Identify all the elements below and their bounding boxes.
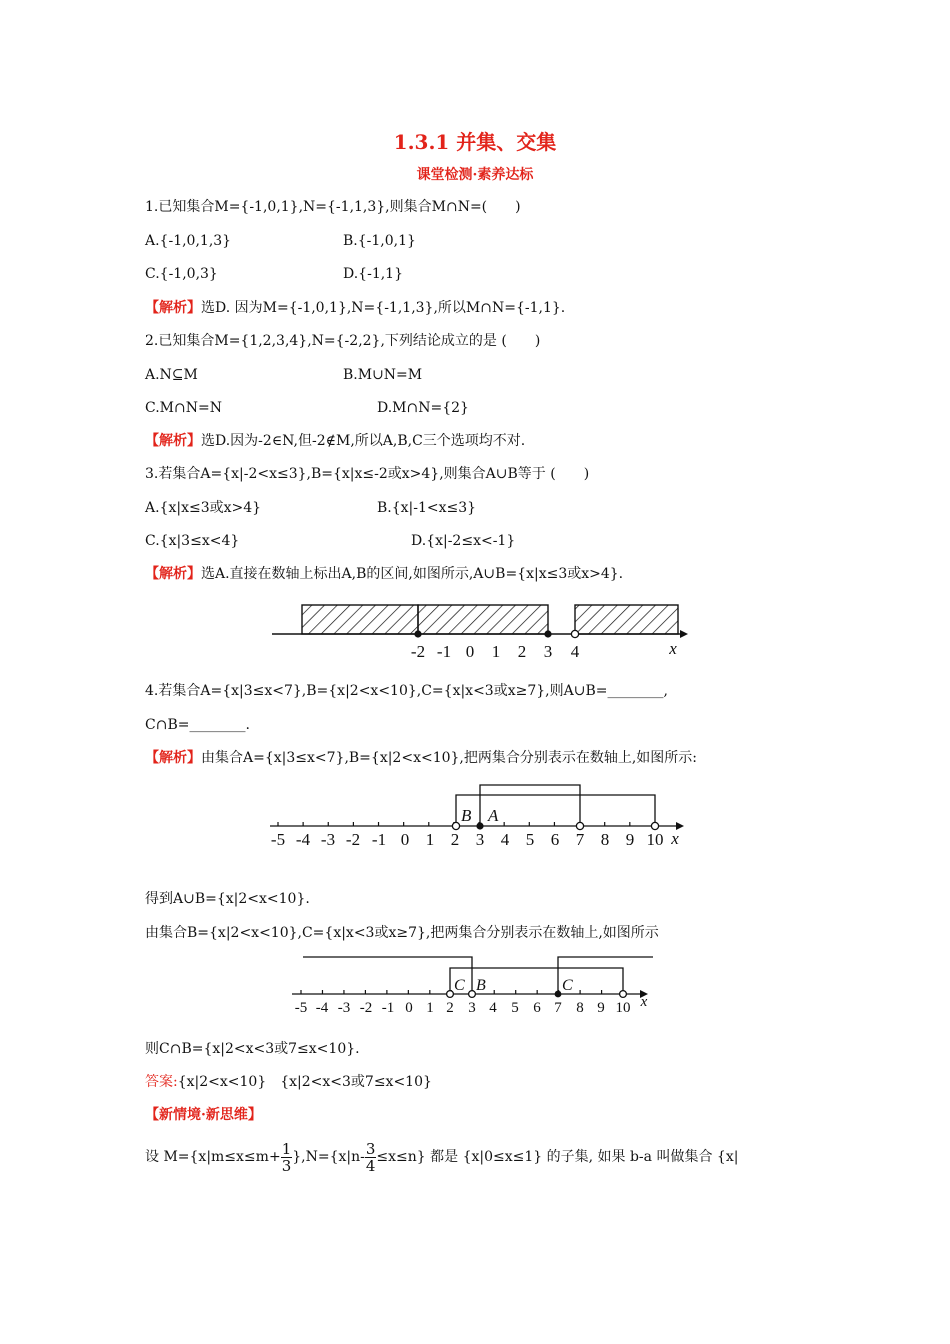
tick-label: -2	[359, 1000, 373, 1016]
q3-option-a: A.{x|x≤3或x>4}	[145, 500, 262, 516]
tick-label: -4	[315, 1000, 329, 1016]
tick-label: 9	[597, 1000, 605, 1016]
question-4-stem-line-1: 4.若集合A={x|3≤x<7},B={x|2<x<10},C={x|x<3或x≥7},则A∪B=________,	[145, 683, 668, 699]
new-section-text-a: 设 M={x|m≤x≤m+	[145, 1149, 281, 1165]
tick-label: -5	[270, 830, 286, 849]
tick-label: 0	[405, 1000, 413, 1016]
q2-option-b: B.M∪N=M	[343, 367, 423, 383]
analysis-tag: 【解析】	[145, 566, 201, 582]
tick-label: 6	[550, 830, 560, 849]
tick-label: -3	[337, 1000, 351, 1016]
tick-label: 10	[646, 830, 664, 849]
q2-option-d: D.M∩N={2}	[377, 400, 469, 416]
tick-label: 2	[446, 1000, 454, 1016]
q1-option-d: D.{-1,1}	[343, 266, 403, 282]
analysis-tag: 【解析】	[145, 750, 201, 766]
question-2-stem: 2.已知集合M={1,2,3,4},N={-2,2},下列结论成立的是 ( )	[145, 333, 541, 349]
fraction-numerator: 1	[281, 1139, 292, 1158]
q2-analysis-text: 选D.因为-2∈N,但-2∉M,所以A,B,C三个选项均不对.	[201, 433, 526, 449]
tick-label: 10	[615, 1000, 631, 1016]
q1-option-b: B.{-1,0,1}	[343, 233, 416, 249]
interval-label-c: C	[562, 977, 573, 994]
tick-label: 6	[533, 1000, 541, 1016]
interval-label-a: A	[488, 806, 499, 825]
q4-analysis-text-1: 由集合A={x|3≤x<7},B={x|2<x<10},把两集合分别表示在数轴上,如图所示:	[201, 750, 698, 766]
open-point	[447, 991, 454, 998]
open-point	[469, 991, 476, 998]
question-3-stem: 3.若集合A={x|-2<x≤3},B={x|x≤-2或x>4},则集合A∪B等于 ( )	[145, 466, 590, 482]
q1-option-c: C.{-1,0,3}	[145, 266, 218, 282]
tick-label: -1	[371, 830, 387, 849]
tick-label: 8	[576, 1000, 584, 1016]
tick-label: 9	[625, 830, 635, 849]
tick-label: -2	[345, 830, 361, 849]
tick-label: 1	[425, 830, 435, 849]
page-title: 1.3.1 并集、交集	[393, 130, 557, 154]
q3-option-d: D.{x|-2≤x<-1}	[411, 533, 516, 549]
tick-label: 2	[450, 830, 460, 849]
q2-option-c: C.M∩N=N	[145, 400, 222, 416]
fraction-three-quarters	[365, 1141, 377, 1174]
q1-analysis-text: 选D. 因为M={-1,0,1},N={-1,1,3},所以M∩N={-1,1}.	[201, 300, 566, 316]
tick-label: 7	[554, 1000, 562, 1016]
tick-label: 8	[600, 830, 610, 849]
solid-point	[555, 991, 562, 998]
q3-option-b: B.{x|-1<x≤3}	[377, 500, 477, 516]
interval-label-b: B	[461, 806, 472, 825]
new-section-text-b: },N={x|n-	[292, 1149, 365, 1165]
tick-label: -1	[381, 1000, 395, 1016]
new-section-text-c: ≤x≤n} 都是 {x|0≤x≤1} 的子集, 如果 b-a 叫做集合 {x|	[376, 1149, 739, 1165]
interval-label-b: B	[476, 977, 486, 994]
tick-label: 5	[525, 830, 535, 849]
question-1-stem: 1.已知集合M={-1,0,1},N={-1,1,3},则集合M∩N=( )	[145, 199, 521, 215]
q4-result-2: 则C∩B={x|2<x<3或7≤x<10}.	[145, 1041, 360, 1057]
tick-label: -2	[410, 642, 426, 661]
q2-option-a: A.N⊆M	[145, 367, 198, 383]
q3-option-c: C.{x|3≤x<4}	[145, 533, 240, 549]
tick-label: 4	[500, 830, 510, 849]
fraction-one-third	[281, 1141, 293, 1174]
tick-label: 1	[491, 642, 501, 661]
q1-option-a: A.{-1,0,1,3}	[145, 233, 232, 249]
tick-label: 1	[426, 1000, 434, 1016]
analysis-tag: 【解析】	[145, 300, 201, 316]
new-section-text	[145, 1140, 738, 1174]
tick-label: 3	[475, 830, 485, 849]
new-section-heading: 【新情境·新思维】	[145, 1107, 262, 1123]
tick-label: 3	[468, 1000, 476, 1016]
tick-label: -1	[436, 642, 452, 661]
q4-result-1: 得到A∪B={x|2<x<10}.	[145, 891, 310, 907]
tick-label: -3	[320, 830, 336, 849]
tick-label: -4	[295, 830, 311, 849]
fraction-denominator: 3	[281, 1156, 292, 1175]
fraction-numerator: 3	[365, 1139, 376, 1158]
q4-answer	[145, 1073, 432, 1091]
answer-tag: 答案:	[145, 1074, 178, 1090]
fraction-denominator: 4	[365, 1156, 376, 1175]
tick-label: 7	[575, 830, 585, 849]
analysis-tag: 【解析】	[145, 433, 201, 449]
q3-analysis-text: 选A.直接在数轴上标出A,B的区间,如图所示,A∪B={x|x≤3或x>4}.	[201, 566, 624, 582]
tick-label: -5	[294, 1000, 308, 1016]
page-subtitle: 课堂检测·素养达标	[416, 167, 534, 183]
question-4-stem-line-2: C∩B=________.	[145, 717, 250, 733]
tick-label: 4	[570, 642, 580, 661]
axis-variable-label: x	[640, 994, 648, 1010]
tick-label: 3	[543, 642, 553, 661]
tick-label: 4	[489, 1000, 497, 1016]
tick-label: 0	[400, 830, 410, 849]
answer-text: {x|2<x<10} {x|2<x<3或7≤x<10}	[177, 1074, 432, 1090]
interval-bracket-c-left	[303, 957, 472, 994]
tick-label: 2	[517, 642, 527, 661]
q4-analysis-text-2: 由集合B={x|2<x<10},C={x|x<3或x≥7},把两集合分别表示在数轴上,如图所示	[145, 925, 659, 941]
open-point	[620, 991, 627, 998]
axis-variable-label: x	[671, 829, 679, 848]
tick-label: 5	[511, 1000, 519, 1016]
tick-label: 0	[465, 642, 475, 661]
interval-label-c: C	[454, 977, 465, 994]
axis-variable-label: x	[669, 639, 677, 658]
